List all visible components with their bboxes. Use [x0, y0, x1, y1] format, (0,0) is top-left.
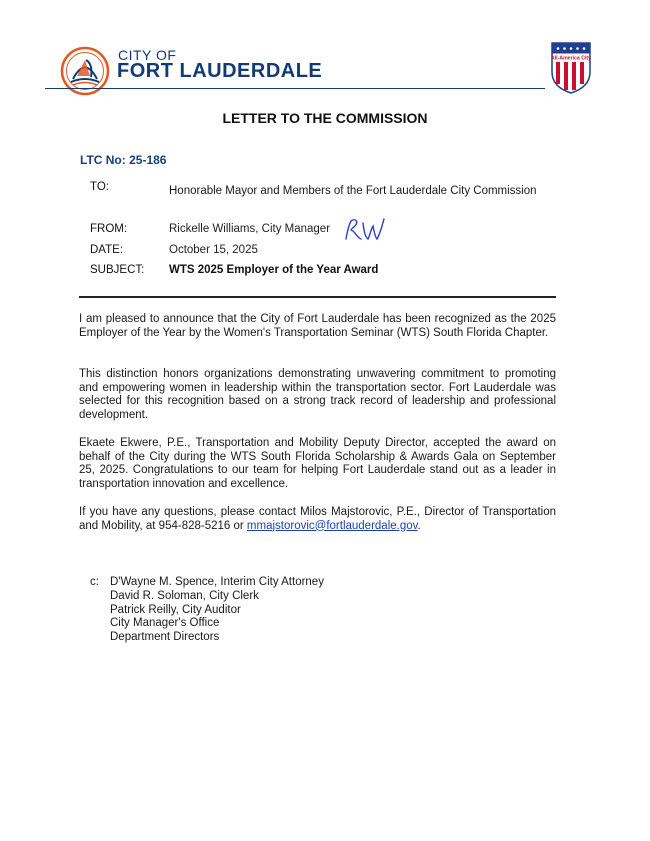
to-label: TO:: [90, 181, 109, 193]
cc-recipient: D'Wayne M. Spence, Interim City Attorney: [110, 576, 324, 588]
document-title: LETTER TO THE COMMISSION: [222, 110, 428, 126]
letterhead-city-name: FORT LAUDERDALE: [117, 60, 323, 82]
header-divider: [79, 296, 556, 298]
body-paragraph-4: [79, 506, 556, 533]
cc-recipient: City Manager's Office: [110, 617, 220, 630]
ltc-number: LTC No: 25-186: [80, 153, 167, 167]
cc-list: [110, 576, 324, 645]
cc-recipient: Patrick Reilly, City Auditor: [110, 603, 241, 616]
letterhead-rule: [45, 88, 545, 89]
body-paragraph-2: This distinction honors organizations demonstrating unwavering commitment to promoting and empowering women in leadership within the transportation sector. Fort Lauderdale was selected for this recognition based on a strong track record of leadership and professional development.: [79, 368, 556, 421]
body-paragraph-3: Ekaete Ekwere, P.E., Transportation and Mobility Deputy Director, accepted the award on behalf of the City during the WTS South Florida Scholarship & Awards Gala on September 25, 2025. Congratulations to our team for helping Fort Lauderdale stand out as a leader in transportation innovation and excellence.: [79, 437, 556, 490]
contact-text-end: .: [417, 519, 421, 532]
signature-initials: [343, 215, 387, 245]
body-paragraph-1: I am pleased to announce that the City of Fort Lauderdale has been recognized as the 2025 Employer of the Year by the Women's Transportation Seminar (WTS) South Florida Chapter.: [79, 313, 556, 339]
signature-initials-text: RW: [343, 215, 345, 216]
subject-value: WTS 2025 Employer of the Year Award: [169, 264, 379, 276]
date-label: DATE:: [90, 244, 124, 256]
all-america-city-badge: [551, 42, 591, 94]
date-value: October 15, 2025: [169, 244, 258, 256]
cc-label: c:: [90, 576, 99, 588]
contact-email-link[interactable]: mmajstorovic@fortlauderdale.gov: [246, 519, 418, 532]
letterhead-city-line: CITY OF: [118, 47, 177, 63]
badge-label: All-America City: [551, 55, 591, 62]
from-label: FROM:: [90, 223, 128, 235]
to-value: Honorable Mayor and Members of the Fort Lauderdale City Commission: [169, 185, 537, 197]
subject-label: SUBJECT:: [90, 264, 145, 276]
contact-text: If you have any questions, please contact Milos Majstorovic, P.E., Director of Transportation and Mobility, at 954-828-5216 or: [79, 506, 556, 532]
from-value: Rickelle Williams, City Manager: [169, 223, 331, 235]
cc-recipient: David R. Soloman, City Clerk: [110, 589, 259, 602]
cc-recipient: Department Directors: [110, 631, 220, 644]
